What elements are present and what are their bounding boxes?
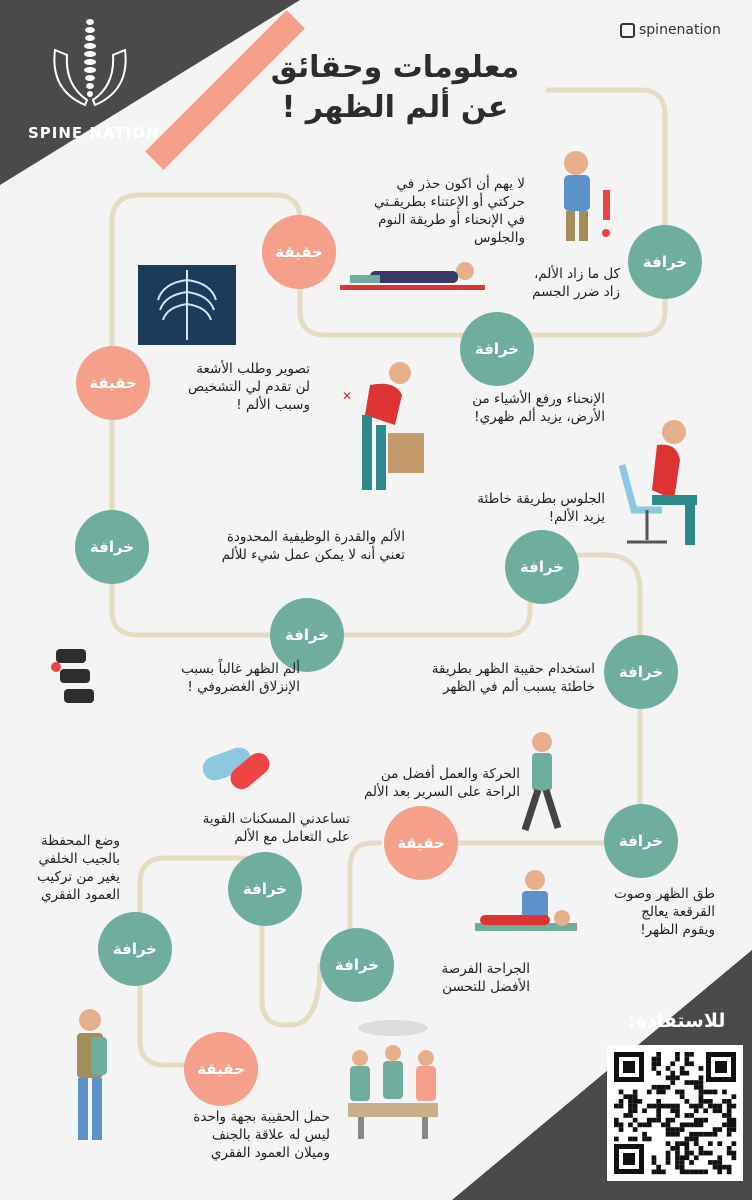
item-text-12: وضع المحفظة بالجيب الخلفي يغير من تركيب العمود الفقري xyxy=(37,833,120,903)
pills-icon xyxy=(200,740,275,795)
item-text-4: تصوير وطلب الأشعة لن تقدم لي التشخيص وسبب الألم ! xyxy=(188,361,310,413)
myth-badge-3: خرافة xyxy=(460,312,534,386)
myth-badge-6: خرافة xyxy=(505,530,579,604)
fact-badge-4: حقيقة xyxy=(76,346,150,420)
chiropractor-icon xyxy=(470,868,582,940)
person-lying-icon xyxy=(340,255,485,295)
myth-badge-5: خرافة xyxy=(75,510,149,584)
person-backpack-icon xyxy=(65,1005,115,1145)
surgery-team-icon xyxy=(338,1018,448,1143)
myth-badge-12: خرافة xyxy=(98,912,172,986)
item-text-6: الألم والقدرة الوظيفية المحدودة تعني أنه لا يمكن عمل شيء للألم xyxy=(221,529,405,563)
instagram-text: spinenation xyxy=(639,22,721,38)
item-text-11: طق الظهر وصوت القرقعة يعالج ويقوم الظهر! xyxy=(614,886,715,938)
myth-badge-13: خرافة xyxy=(320,928,394,1002)
person-lifting-box-icon xyxy=(340,355,430,500)
person-back-pain-icon xyxy=(548,145,618,245)
person-sitting-chair-icon xyxy=(612,410,702,555)
fact-badge-2: حقيقة xyxy=(262,215,336,289)
fact-badge-10: حقيقة xyxy=(384,806,458,880)
title-line-1: معلومات وحقائق xyxy=(270,50,520,85)
spine-disc-icon xyxy=(48,645,103,710)
item-text-14: حمل الحقيبة بجهة واحدة ليس له علاقة بالجنف وميلان العمود الفقري xyxy=(193,1109,330,1161)
myth-badge-1: خرافة xyxy=(628,225,702,299)
xray-chest-icon xyxy=(138,265,236,345)
myth-badge-11: خرافة xyxy=(228,852,302,926)
myth-badge-7: خرافة xyxy=(270,598,344,672)
fact-badge-14: حقيقة xyxy=(184,1032,258,1106)
myth-badge-8: خرافة xyxy=(604,635,678,709)
item-text-1: كل ما زاد الألم، زاد ضرر الجسم xyxy=(532,266,620,300)
item-text-3: الإنحناء ورفع الأشياء من الأرض، يزيد ألم ظهري! xyxy=(472,391,605,425)
item-text-10: تساعدني المسكنات القوية على التعامل مع الألم xyxy=(202,811,350,845)
qr-title: للاستفادة: xyxy=(628,1010,726,1032)
item-text-13: الجراحة الفرصة الأفضل للتحسن xyxy=(441,961,530,995)
svg-text:✕: ✕ xyxy=(342,389,353,403)
item-text-7: استخدام حقيبة الظهر بطريقة خاطئة يسبب ألم في الظهر xyxy=(431,661,595,695)
myth-badge-9: خرافة xyxy=(604,804,678,878)
item-text-9: الحركة والعمل أفضل من الراحة على السرير بعد الألم xyxy=(363,766,520,800)
qr-code-icon[interactable] xyxy=(607,1045,743,1181)
item-text-5: الجلوس بطريقة خاطئة يزيد الألم! xyxy=(477,491,605,525)
brand-name: SPINE NATION xyxy=(28,124,160,142)
item-text-8: ألم الظهر غالباً بسبب الإنزلاق الغضروفي ! xyxy=(181,661,300,695)
person-walking-icon xyxy=(510,730,570,835)
title-line-2: عن ألم الظهر ! xyxy=(281,90,509,125)
item-text-2: لا يهم أن اكون حذر في حركتي أو الإعتناء بطريقـتي في الإنحناء أو طريقة النوم والجلوس xyxy=(374,176,525,246)
